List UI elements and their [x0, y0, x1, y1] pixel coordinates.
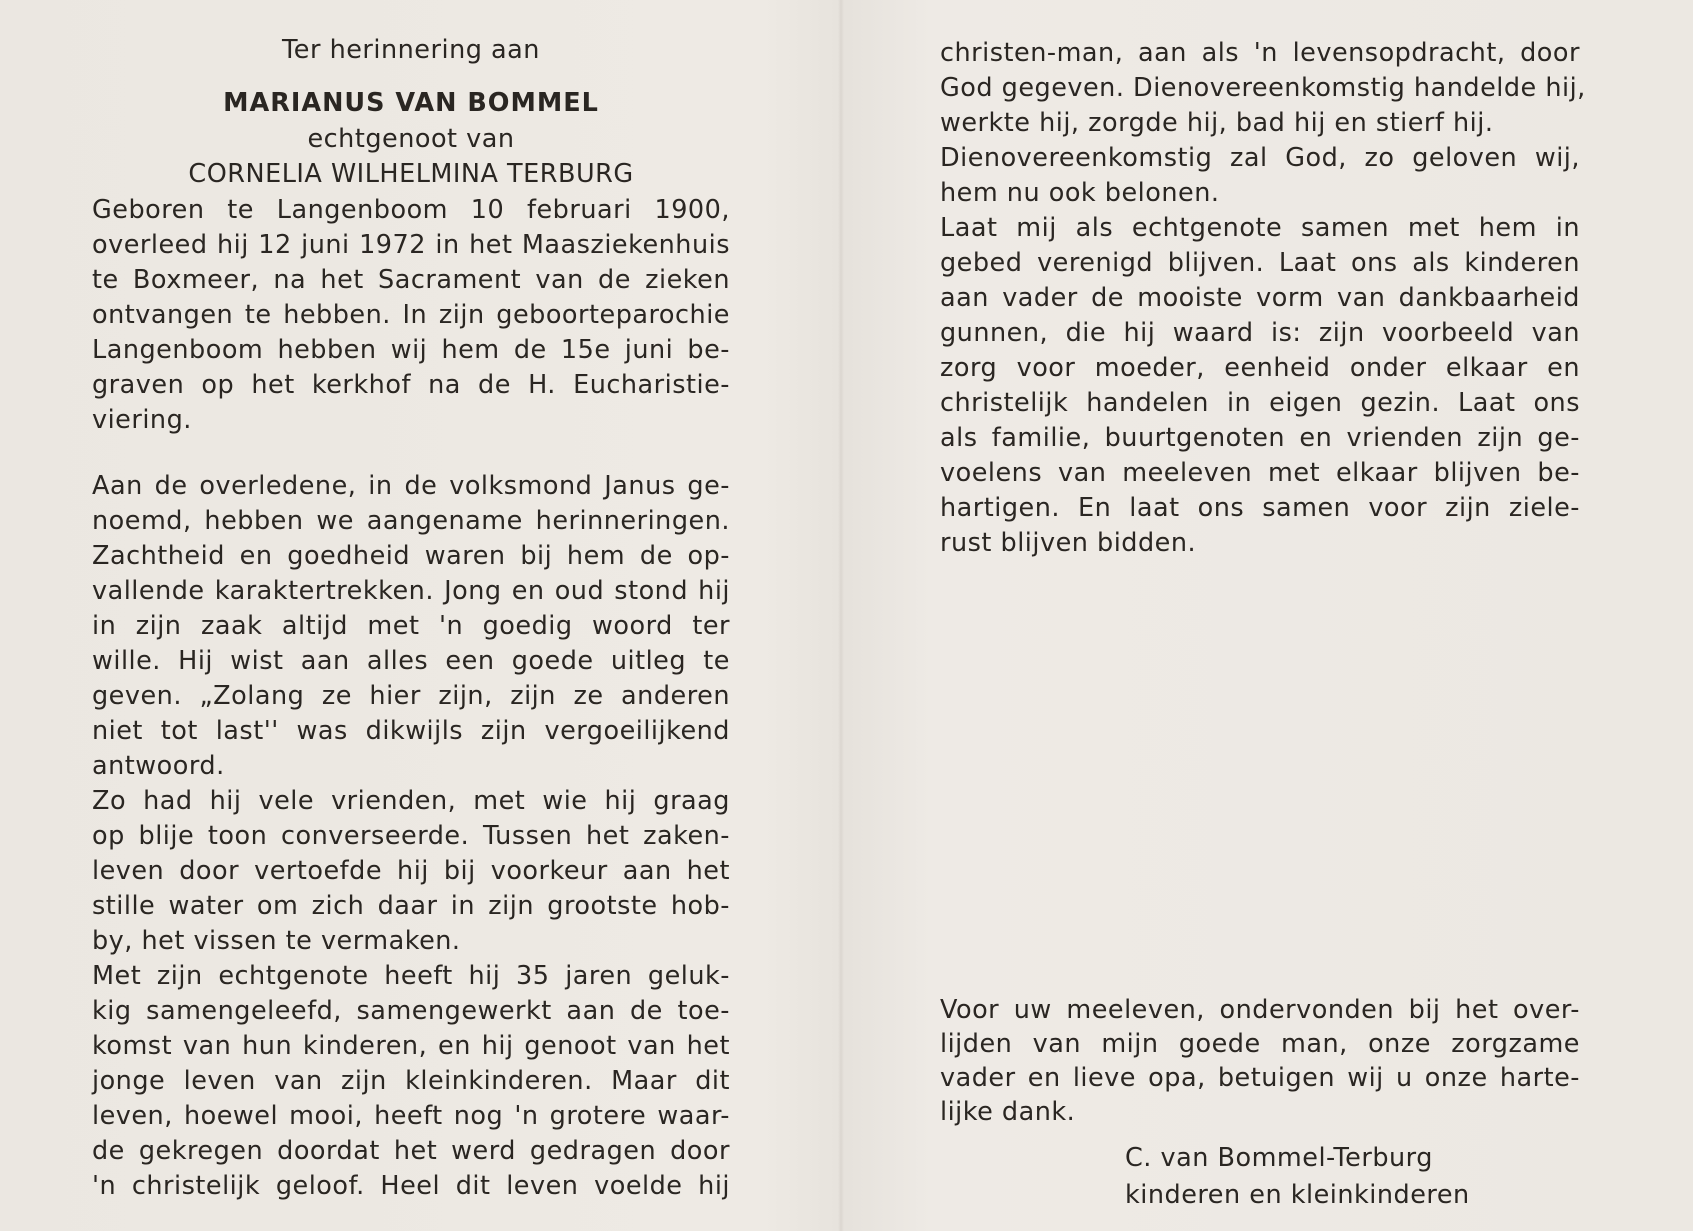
text-line: antwoord.: [92, 751, 225, 781]
text-line: 'n christelijk geloof. Heel dit leven voelde hij: [92, 1171, 730, 1201]
text-line: aan vader de mooiste vorm van dankbaarheid: [940, 283, 1580, 313]
text-line: zorg voor moeder, eenheid onder elkaar en: [940, 353, 1580, 383]
text-line: Geboren te Langenboom 10 februari 1900,: [92, 195, 730, 225]
thanks-line: lijden van mijn goede man, onze zorgzame: [940, 1029, 1580, 1059]
text-line: komst van hun kinderen, en hij genoot van het: [92, 1031, 730, 1061]
text-line: wille. Hij wist aan alles een goede uitleg te: [92, 646, 730, 676]
text-line: Laat mij als echtgenote samen met hem in: [940, 213, 1580, 243]
text-line: werkte hij, zorgde hij, bad hij en stierf hij.: [940, 108, 1494, 138]
text-line: by, het vissen te vermaken.: [92, 926, 461, 956]
text-line: christelijk handelen in eigen gezin. Laat ons: [940, 388, 1580, 418]
right-page: [940, 0, 1586, 1231]
left-page: [92, 0, 730, 1231]
text-line: als familie, buurtgenoten en vrienden zijn ge-: [940, 423, 1580, 453]
thanks-line: vader en lieve opa, betuigen wij u onze harte-: [940, 1063, 1580, 1093]
thanks-line: Voor uw meeleven, ondervonden bij het over-: [940, 995, 1580, 1025]
text-line: jonge leven van zijn kleinkinderen. Maar dit: [92, 1066, 730, 1096]
center-fold: [838, 0, 844, 1231]
text-line: geven. „Zolang ze hier zijn, zijn ze anderen: [92, 681, 730, 711]
text-line: leven door vertoefde hij bij voorkeur aan het: [92, 856, 730, 886]
spouse-name: CORNELIA WILHELMINA TERBURG: [188, 159, 634, 189]
text-line: Langenboom hebben wij hem de 15e juni be-: [92, 335, 730, 365]
text-line: viering.: [92, 405, 192, 435]
text-line: christen-man, aan als 'n levensopdracht, door: [940, 38, 1580, 68]
text-line: gebed verenigd blijven. Laat ons als kinderen: [940, 248, 1580, 278]
signature-family: kinderen en kleinkinderen: [1125, 1180, 1470, 1210]
text-line: vallende karaktertrekken. Jong en oud stond hij: [92, 576, 730, 606]
text-line: leven, hoewel mooi, heeft nog 'n grotere waar-: [92, 1101, 730, 1131]
deceased-name: MARIANUS VAN BOMMEL: [223, 88, 599, 118]
text-line: Zachtheid en goedheid waren bij hem de op-: [92, 541, 730, 571]
text-line: Zo had hij vele vrienden, met wie hij graag: [92, 786, 730, 816]
text-line: Met zijn echtgenote heeft hij 35 jaren geluk-: [92, 961, 730, 991]
text-line: noemd, hebben we aangename herinneringen.: [92, 506, 730, 536]
text-line: kig samengeleefd, samengewerkt aan de toe-: [92, 996, 730, 1026]
text-line: ontvangen te hebben. In zijn geboorteparochie: [92, 300, 730, 330]
signature-name: C. van Bommel-Terburg: [1125, 1143, 1433, 1173]
thanks-line: lijke dank.: [940, 1097, 1076, 1127]
text-line: in zijn zaak altijd met 'n goedig woord ter: [92, 611, 730, 641]
text-line: hem nu ook belonen.: [940, 178, 1220, 208]
text-line: Aan de overledene, in de volksmond Janus ge-: [92, 471, 730, 501]
text-line: gunnen, die hij waard is: zijn voorbeeld van: [940, 318, 1580, 348]
text-line: niet tot last'' was dikwijls zijn vergoeilijkend: [92, 716, 730, 746]
intro-line: Ter herinnering aan: [282, 35, 540, 65]
text-line: Dienovereenkomstig zal God, zo geloven wij,: [940, 143, 1580, 173]
text-line: stille water om zich daar in zijn grootste hob-: [92, 891, 730, 921]
text-line: overleed hij 12 juni 1972 in het Maasziekenhuis: [92, 230, 730, 260]
text-line: hartigen. En laat ons samen voor zijn ziele-: [940, 493, 1580, 523]
text-line: God gegeven. Dienovereenkomstig handelde hij,: [940, 73, 1586, 103]
text-line: op blije toon converseerde. Tussen het zaken-: [92, 821, 730, 851]
text-line: de gekregen doordat het werd gedragen door: [92, 1136, 730, 1166]
text-line: voelens van meeleven met elkaar blijven be-: [940, 458, 1580, 488]
spouse-intro: echtgenoot van: [307, 124, 515, 154]
text-line: graven op het kerkhof na de H. Eucharistie-: [92, 370, 730, 400]
text-line: te Boxmeer, na het Sacrament van de zieken: [92, 265, 730, 295]
text-line: rust blijven bidden.: [940, 528, 1197, 558]
